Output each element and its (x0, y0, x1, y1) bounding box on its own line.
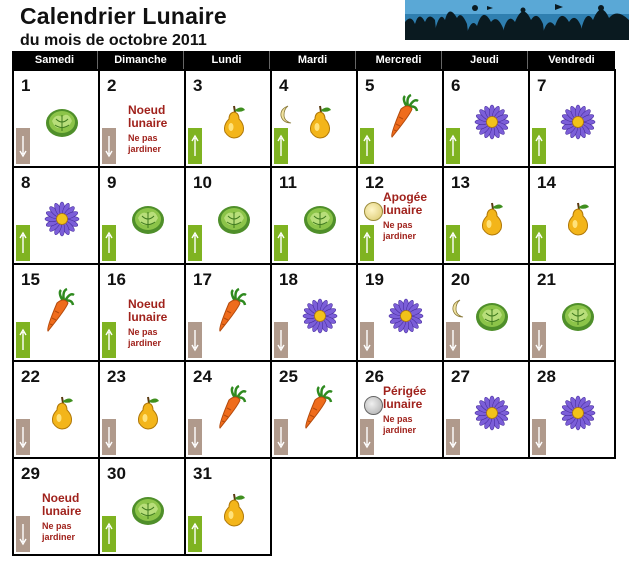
day-cell (14, 459, 100, 556)
day-cell (100, 362, 186, 459)
ascending-moon-bar (360, 128, 374, 164)
day-number: 27 (451, 367, 470, 386)
garden-silhouette-banner (405, 0, 629, 40)
day-number: 3 (193, 76, 203, 95)
day-cell (14, 168, 100, 265)
day-cell (272, 168, 358, 265)
ascending-moon-bar (532, 225, 546, 261)
crescent-moon-icon (450, 299, 466, 324)
lettuce-icon (560, 299, 596, 338)
descending-moon-bar (446, 419, 460, 455)
day-number: 4 (279, 76, 289, 95)
lunar-note-title: Noeud lunaire (128, 297, 168, 325)
lunar-note (42, 492, 98, 543)
lunar-note-warning: Ne pas jardiner (128, 327, 162, 349)
ascending-moon-bar (274, 225, 288, 261)
day-cell (186, 459, 272, 556)
day-number: 5 (365, 76, 375, 95)
lunar-note (128, 104, 184, 155)
carrot-icon (42, 287, 76, 338)
day-cell (444, 71, 530, 168)
weekday-thursday: Jeudi (442, 51, 528, 69)
day-number: 26 (365, 367, 384, 386)
lunar-note-warning: Ne pas jardiner (42, 521, 76, 543)
lettuce-icon (216, 202, 252, 241)
day-number: 18 (279, 270, 298, 289)
weekday-sunday: Dimanche (98, 51, 184, 69)
day-cell (530, 362, 616, 459)
empty-cell (358, 459, 444, 556)
pear-icon (134, 394, 162, 435)
calendar-grid (12, 69, 616, 556)
day-cell (530, 71, 616, 168)
ascending-moon-bar (188, 225, 202, 261)
ascending-moon-bar (360, 225, 374, 261)
descending-moon-bar (360, 322, 374, 358)
day-number: 8 (21, 173, 31, 192)
weekday-friday: Vendredi (548, 54, 595, 66)
lettuce-icon (302, 202, 338, 241)
day-number: 23 (107, 367, 126, 386)
page-title: Calendrier Lunaire (20, 3, 227, 29)
day-number: 7 (537, 76, 547, 95)
descending-moon-bar (16, 516, 30, 552)
descending-moon-bar (16, 128, 30, 164)
full-moon-yellow-icon (364, 202, 383, 221)
day-cell (358, 168, 444, 265)
flower-icon (302, 298, 338, 339)
day-cell (358, 71, 444, 168)
descending-moon-bar (532, 322, 546, 358)
lunar-note-title: Périgée lunaire (383, 384, 427, 412)
pear-icon (220, 491, 248, 532)
flower-icon (560, 395, 596, 436)
ascending-moon-bar (188, 516, 202, 552)
day-cell (100, 459, 186, 556)
empty-cell (444, 459, 530, 556)
day-cell (14, 71, 100, 168)
ascending-moon-bar (274, 128, 288, 164)
ascending-moon-bar (446, 128, 460, 164)
day-cell (530, 265, 616, 362)
flower-icon (44, 201, 80, 242)
ascending-moon-bar (188, 128, 202, 164)
descending-moon-bar (274, 419, 288, 455)
day-cell (358, 265, 444, 362)
empty-cell (530, 459, 616, 556)
day-cell (14, 362, 100, 459)
lunar-note-title: Noeud lunaire (128, 103, 168, 131)
weekday-tuesday: Mardi (270, 51, 356, 69)
day-number: 17 (193, 270, 212, 289)
weekday-wednesday: Mercredi (356, 51, 442, 69)
pear-icon (306, 103, 334, 144)
lunar-note (383, 191, 439, 242)
ascending-moon-bar (532, 128, 546, 164)
day-cell (186, 265, 272, 362)
flower-icon (474, 104, 510, 145)
descending-moon-bar (360, 419, 374, 455)
lunar-note-warning: Ne pas jardiner (128, 133, 162, 155)
lettuce-icon (44, 105, 80, 144)
carrot-icon (386, 93, 420, 144)
day-number: 22 (21, 367, 40, 386)
page-subtitle: du mois de octobre 2011 (20, 32, 207, 49)
day-number: 12 (365, 173, 384, 192)
lettuce-icon (130, 202, 166, 241)
pear-icon (48, 394, 76, 435)
ascending-moon-bar (102, 225, 116, 261)
day-number: 21 (537, 270, 556, 289)
carrot-icon (300, 384, 334, 435)
lunar-note-title: Noeud lunaire (42, 491, 82, 519)
weekday-saturday: Samedi (12, 51, 98, 69)
ascending-moon-bar (102, 322, 116, 358)
descending-moon-bar (274, 322, 288, 358)
day-number: 2 (107, 76, 117, 95)
lunar-note-warning: Ne pas jardiner (383, 414, 417, 436)
lunar-note-title: Apogée lunaire (383, 190, 428, 218)
day-cell (272, 362, 358, 459)
day-number: 30 (107, 464, 126, 483)
day-number: 19 (365, 270, 384, 289)
ascending-moon-bar (102, 516, 116, 552)
ascending-moon-bar (16, 225, 30, 261)
crescent-moon-icon (278, 105, 294, 130)
day-cell (272, 71, 358, 168)
descending-moon-bar (188, 419, 202, 455)
lettuce-icon (474, 299, 510, 338)
day-cell (186, 362, 272, 459)
day-number: 31 (193, 464, 212, 483)
day-number: 24 (193, 367, 212, 386)
weekday-header (12, 51, 615, 69)
day-cell (100, 71, 186, 168)
day-cell (530, 168, 616, 265)
day-number: 15 (21, 270, 40, 289)
day-cell (100, 265, 186, 362)
day-number: 11 (279, 173, 297, 192)
day-number: 25 (279, 367, 298, 386)
day-cell (272, 265, 358, 362)
day-number: 20 (451, 270, 470, 289)
carrot-icon (214, 384, 248, 435)
day-number: 14 (537, 173, 556, 192)
descending-moon-bar (16, 419, 30, 455)
day-number: 28 (537, 367, 556, 386)
lunar-calendar (12, 51, 615, 556)
day-cell (100, 168, 186, 265)
descending-moon-bar (188, 322, 202, 358)
carrot-icon (214, 287, 248, 338)
flower-icon (388, 298, 424, 339)
day-cell (444, 265, 530, 362)
day-number: 13 (451, 173, 470, 192)
ascending-moon-bar (446, 225, 460, 261)
day-number: 16 (107, 270, 126, 289)
descending-moon-bar (102, 128, 116, 164)
day-cell (186, 168, 272, 265)
day-cell (186, 71, 272, 168)
weekday-monday: Lundi (184, 51, 270, 69)
day-number: 10 (193, 173, 212, 192)
day-cell (358, 362, 444, 459)
day-number: 29 (21, 464, 40, 483)
day-number: 6 (451, 76, 461, 95)
day-number: 1 (21, 76, 31, 95)
day-cell (14, 265, 100, 362)
lettuce-icon (130, 493, 166, 532)
day-number: 9 (107, 173, 117, 192)
descending-moon-bar (102, 419, 116, 455)
day-cell (444, 168, 530, 265)
flower-icon (474, 395, 510, 436)
pear-icon (564, 200, 592, 241)
lunar-note (128, 298, 184, 349)
descending-moon-bar (532, 419, 546, 455)
full-moon-gray-icon (364, 396, 383, 415)
day-cell (444, 362, 530, 459)
lunar-note-warning: Ne pas jardiner (383, 220, 417, 242)
flower-icon (560, 104, 596, 145)
descending-moon-bar (446, 322, 460, 358)
lunar-note (383, 385, 439, 436)
pear-icon (220, 103, 248, 144)
ascending-moon-bar (16, 322, 30, 358)
pear-icon (478, 200, 506, 241)
empty-cell (272, 459, 358, 556)
